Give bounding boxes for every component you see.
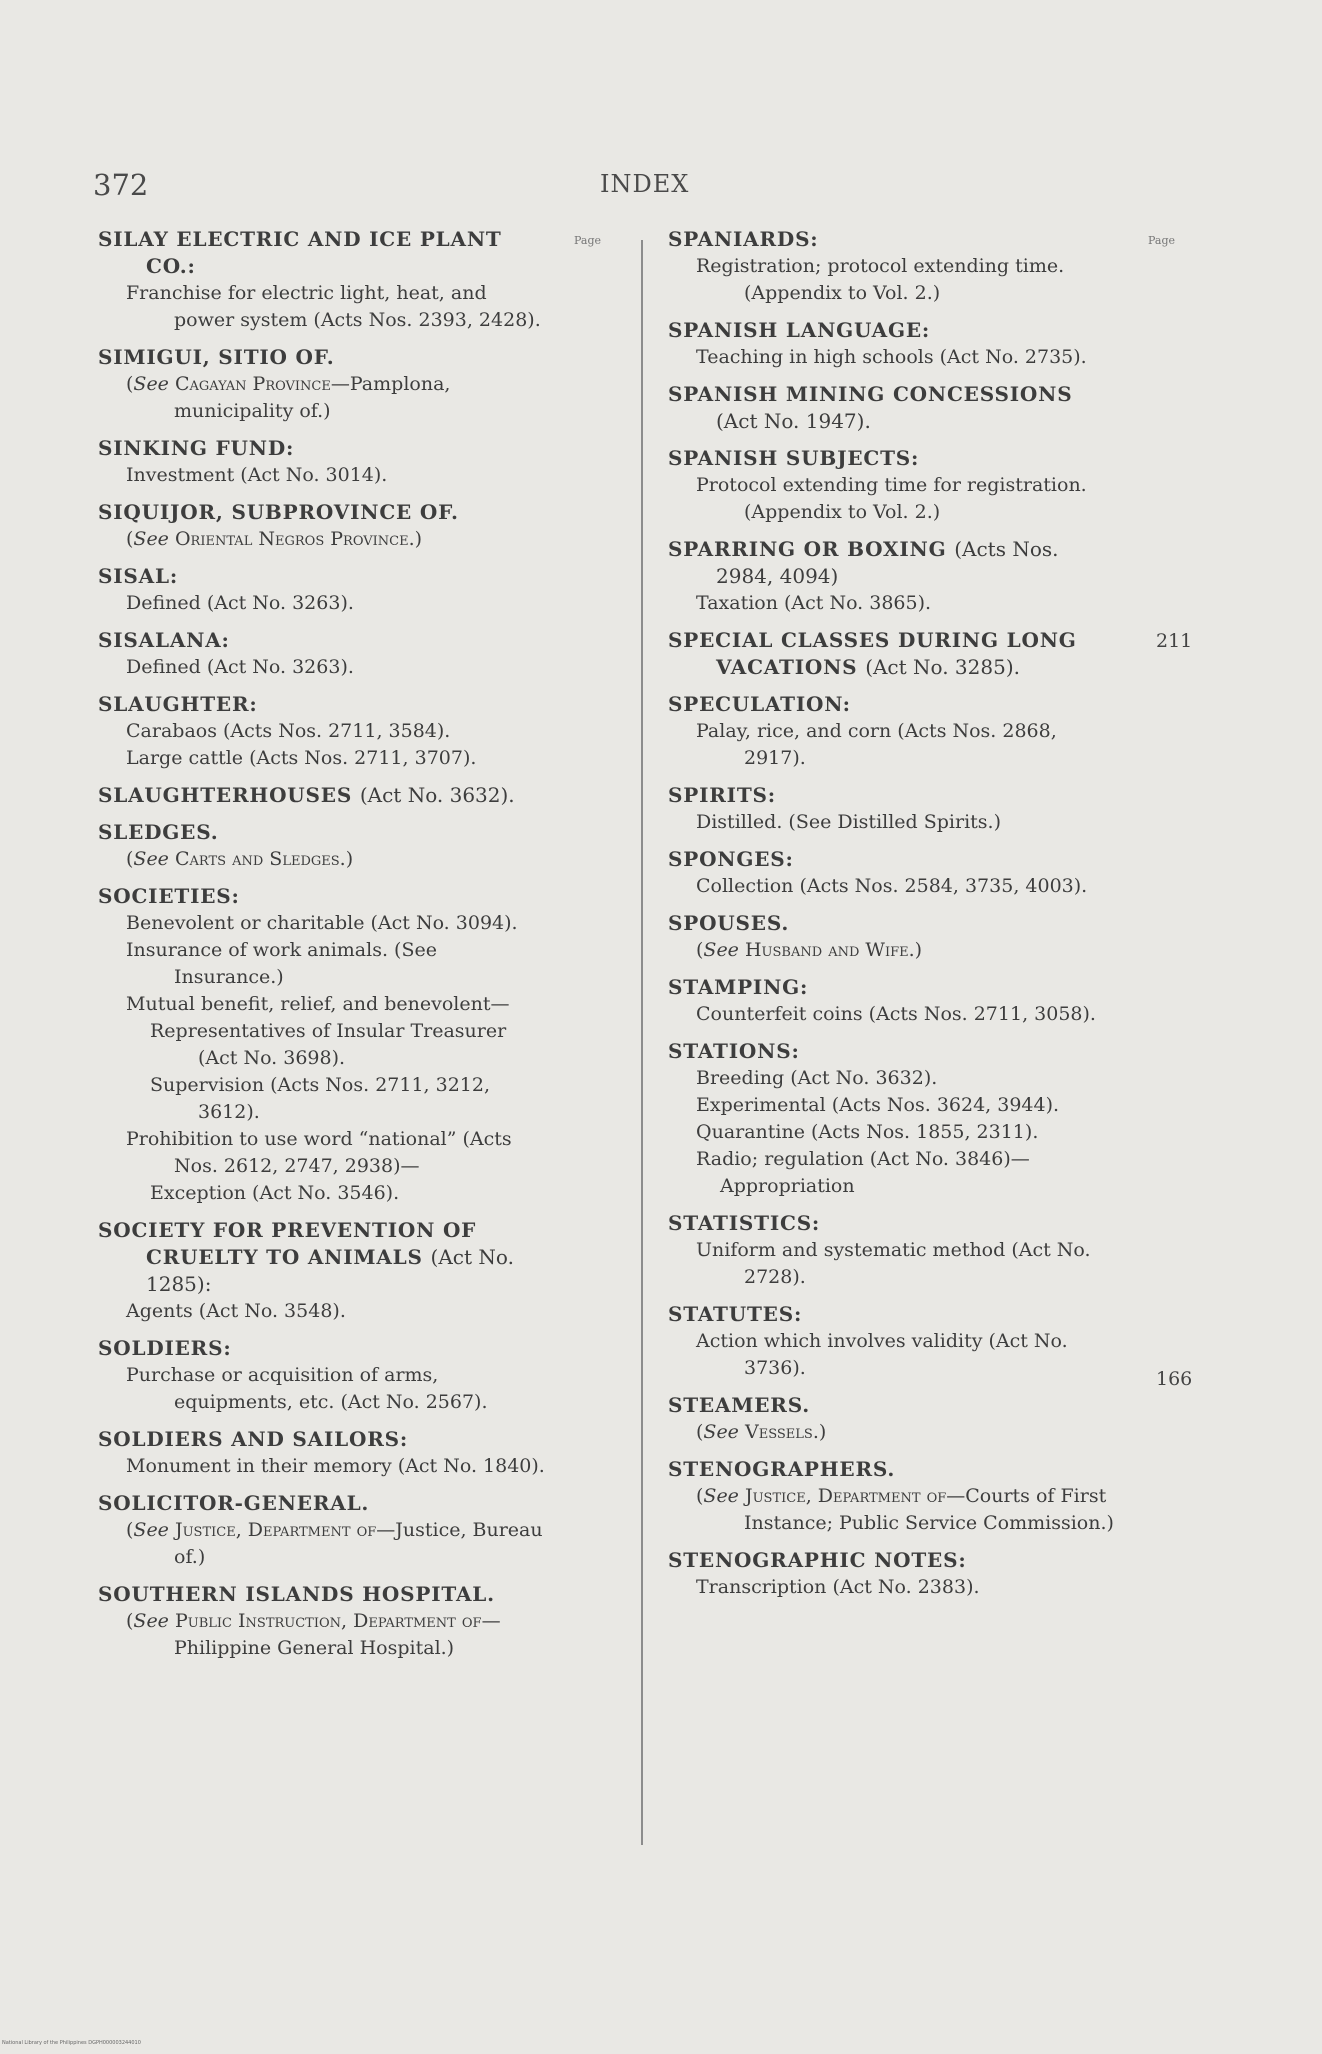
- entry-heading: [98, 499, 546, 526]
- entry-heading: [98, 1217, 546, 1298]
- entry-heading-text: STENOGRAPHERS.: [668, 1457, 896, 1481]
- sub-entry: Taxation (Act No. 3865).: [696, 592, 932, 614]
- page-number: 372: [93, 168, 149, 202]
- entry-heading: [98, 226, 546, 280]
- index-entry: [668, 691, 1120, 772]
- index-entry: [98, 563, 546, 617]
- see-word: See: [703, 939, 739, 961]
- index-entry: [98, 499, 546, 553]
- see-tail: .): [339, 848, 354, 870]
- index-entry: [98, 782, 546, 809]
- entry-heading: [98, 691, 546, 718]
- sub-entry: Breeding (Act No. 3632).: [696, 1067, 938, 1089]
- index-entry: [668, 536, 1120, 617]
- sub-entry: Supervision (Acts Nos. 2711, 3212, 3612).: [150, 1074, 491, 1123]
- see-tail: .): [408, 528, 423, 550]
- sub-entry: Uniform and systematic method (Act No. 2728).: [696, 1239, 1091, 1288]
- index-entry: [98, 819, 546, 873]
- index-entry: [668, 910, 1120, 964]
- entry-heading: [668, 910, 1120, 937]
- entry-heading: [668, 627, 1120, 681]
- entry-heading: [668, 536, 1120, 590]
- entry-heading: [98, 435, 546, 462]
- sub-entry: Large cattle (Acts Nos. 2711, 3707).: [126, 747, 477, 769]
- entry-heading-text: STAMPING:: [668, 975, 809, 999]
- entry-heading-text: STATISTICS:: [668, 1211, 821, 1235]
- entry-heading: [98, 1490, 546, 1517]
- index-entry: [98, 883, 546, 1207]
- entry-heading-text: STATUTES:: [668, 1302, 803, 1326]
- entry-heading-text: SPONGES:: [668, 847, 794, 871]
- index-entry: [668, 1210, 1120, 1291]
- entry-heading-text: SPECIAL CLASSES DURING LONG VACATIONS: [668, 628, 1077, 679]
- entry-heading-text: SINKING FUND:: [98, 436, 295, 460]
- entry-heading: [668, 782, 1120, 809]
- entry-heading: [668, 1547, 1120, 1574]
- index-column-right: [668, 226, 1120, 1611]
- entry-heading: [98, 819, 546, 846]
- page-title: INDEX: [600, 170, 690, 198]
- entry-heading-text: SOLDIERS:: [98, 1336, 232, 1360]
- sub-entry: Representatives of Insular Treasurer (Act No. 3698).: [150, 1020, 507, 1069]
- entry-heading-text: SPANIARDS:: [668, 227, 819, 251]
- see-reference: (See Cagayan Province—Pamplona, municipality of.): [126, 373, 451, 422]
- index-entry: [668, 1456, 1120, 1537]
- see-reference: (See Justice, Department of—Justice, Bureau of.): [126, 1519, 543, 1568]
- sub-entry: Distilled. (See Distilled Spirits.): [696, 811, 1001, 833]
- entry-heading-text: SOUTHERN ISLANDS HOSPITAL.: [98, 1582, 495, 1606]
- see-reference: (See Vessels.): [696, 1421, 827, 1443]
- entry-heading: [98, 883, 546, 910]
- see-word: See: [703, 1485, 739, 1507]
- entry-heading: [98, 563, 546, 590]
- entry-heading-reference: (Act No. 1947).: [716, 409, 871, 433]
- index-column-left: [98, 226, 546, 1672]
- sub-entry: Teaching in high schools (Act No. 2735).: [696, 346, 1087, 368]
- see-word: See: [133, 373, 169, 395]
- sub-entry: Defined (Act No. 3263).: [126, 656, 354, 678]
- entry-heading-text: SISAL:: [98, 564, 179, 588]
- see-reference: (See Public Instruction, Department of—Philippine General Hospital.): [126, 1610, 501, 1659]
- see-reference: (See Carts and Sledges.): [126, 848, 354, 870]
- sub-entry: Prohibition to use word “national” (Acts Nos. 2612, 2747, 2938)—: [126, 1128, 512, 1177]
- index-entry: [668, 445, 1120, 526]
- index-entry: [668, 782, 1120, 836]
- index-entry: [668, 846, 1120, 900]
- entry-heading: [668, 317, 1120, 344]
- sub-entry: Franchise for electric light, heat, and power system (Acts Nos. 2393, 2428).: [126, 282, 541, 331]
- see-word: See: [703, 1421, 739, 1443]
- index-entry: [98, 1581, 546, 1662]
- entry-heading-text: SOLICITOR-GENERAL.: [98, 1491, 370, 1515]
- index-entry: [98, 344, 546, 425]
- see-word: See: [133, 1610, 169, 1632]
- see-tail: .): [812, 1421, 827, 1443]
- index-entry: [668, 226, 1120, 307]
- index-entry: [98, 627, 546, 681]
- see-word: See: [133, 848, 169, 870]
- index-entry: [668, 1038, 1120, 1200]
- see-tail: .): [908, 939, 923, 961]
- see-target: Oriental Negros Province: [174, 528, 409, 550]
- see-target: Justice, Department of: [744, 1485, 947, 1507]
- entry-heading-text: SISALANA:: [98, 628, 230, 652]
- index-entry: [668, 381, 1120, 435]
- entry-heading: [98, 1335, 546, 1362]
- entry-heading-reference: (Act No. 1285):: [146, 1245, 514, 1296]
- entry-heading: [668, 691, 1120, 718]
- index-entry: [98, 1217, 546, 1325]
- entry-heading: [668, 1392, 1120, 1419]
- entry-heading-text: SIQUIJOR, SUBPROVINCE OF.: [98, 500, 459, 524]
- index-entry: [98, 691, 546, 772]
- entry-heading: [98, 344, 546, 371]
- entry-heading-text: SPIRITS:: [668, 783, 776, 807]
- index-entry: [98, 1490, 546, 1571]
- see-tail: —Philippine General Hospital.): [174, 1610, 501, 1659]
- see-tail: —Pamplona, municipality of.): [174, 373, 451, 422]
- see-target: Vessels: [744, 1421, 813, 1443]
- sub-entry: Benevolent or charitable (Act No. 3094).: [126, 912, 518, 934]
- entry-heading: [668, 226, 1120, 253]
- see-target: Public Instruction, Department of: [174, 1610, 482, 1632]
- page-ref-sparring: 211: [1156, 630, 1193, 652]
- see-tail: —Justice, Bureau of.): [174, 1519, 543, 1568]
- sub-entry: Defined (Act No. 3263).: [126, 592, 354, 614]
- entry-heading-text: STATIONS:: [668, 1039, 800, 1063]
- index-entry: [98, 435, 546, 489]
- sub-entry: Radio; regulation (Act No. 3846)—: [696, 1148, 1030, 1170]
- entry-heading-reference: (Act No. 3285).: [865, 655, 1020, 679]
- entry-heading: [668, 846, 1120, 873]
- see-target: Carts and Sledges: [174, 848, 340, 870]
- entry-heading: [98, 627, 546, 654]
- entry-heading-text: SLAUGHTERHOUSES: [98, 783, 353, 807]
- sub-entry: Palay, rice, and corn (Acts Nos. 2868, 2917).: [696, 720, 1057, 769]
- see-reference: (See Justice, Department of—Courts of First Instance; Public Service Commission.): [696, 1485, 1114, 1534]
- entry-heading: [668, 1210, 1120, 1237]
- see-target: Husband and Wife: [744, 939, 909, 961]
- sub-entry: Exception (Act No. 3546).: [150, 1182, 400, 1204]
- see-tail: —Courts of First Instance; Public Service Commission.): [744, 1485, 1114, 1534]
- see-word: See: [133, 1519, 169, 1541]
- index-entry: [668, 627, 1120, 681]
- entry-heading-text: STEAMERS.: [668, 1393, 810, 1417]
- index-entry: [668, 1301, 1120, 1382]
- entry-heading: [98, 1581, 546, 1608]
- index-entry: [98, 226, 546, 334]
- sub-entry: Experimental (Acts Nos. 3624, 3944).: [696, 1094, 1060, 1116]
- sub-entry: Insurance of work animals. (See Insurance.): [126, 939, 437, 988]
- entry-heading-reference: (Act No. 3632).: [359, 783, 515, 807]
- entry-heading-text: SLEDGES.: [98, 820, 219, 844]
- sub-entry: Investment (Act No. 3014).: [126, 464, 388, 486]
- entry-heading: [668, 1301, 1120, 1328]
- see-target: Justice, Department of: [174, 1519, 377, 1541]
- entry-heading: [668, 445, 1120, 472]
- sub-entry: Collection (Acts Nos. 2584, 3735, 4003).: [696, 875, 1088, 897]
- entry-heading: [668, 1456, 1120, 1483]
- sub-entry: Agents (Act No. 3548).: [126, 1300, 346, 1322]
- sub-entry: Mutual benefit, relief, and benevolent—: [126, 993, 510, 1015]
- entry-heading-text: SILAY ELECTRIC AND ICE PLANT CO.:: [98, 227, 502, 278]
- entry-heading-text: SPARRING OR BOXING: [668, 537, 947, 561]
- see-reference: (See Husband and Wife.): [696, 939, 923, 961]
- entry-heading-text: SPECULATION:: [668, 692, 851, 716]
- index-entry: [668, 974, 1120, 1028]
- page-column-label-left: Page: [574, 234, 602, 247]
- index-entry: [668, 1392, 1120, 1446]
- entry-heading-text: SLAUGHTER:: [98, 692, 258, 716]
- footer-credit: National Library of the Philippines DGPH000003244010: [2, 2040, 141, 2046]
- sub-entry: Monument in their memory (Act No. 1840).: [126, 1455, 545, 1477]
- entry-heading-reference: (Acts Nos. 2984, 4094): [716, 537, 1059, 588]
- column-divider: [641, 240, 643, 1845]
- see-target: Cagayan Province: [174, 373, 331, 395]
- entry-heading-text: SPANISH SUBJECTS:: [668, 446, 920, 470]
- page-ref-stations: 166: [1156, 1368, 1193, 1390]
- entry-heading-text: SOCIETY FOR PREVENTION OF CRUELTY TO ANIMALS: [98, 1218, 477, 1269]
- entry-heading-text: SIMIGUI, SITIO OF.: [98, 345, 335, 369]
- entry-heading-text: SPANISH LANGUAGE:: [668, 318, 931, 342]
- sub-entry: Counterfeit coins (Acts Nos. 2711, 3058).: [696, 1003, 1096, 1025]
- entry-heading-text: SOCIETIES:: [98, 884, 240, 908]
- entry-heading: [668, 381, 1120, 435]
- entry-heading-text: SPANISH MINING CONCESSIONS: [668, 382, 1073, 406]
- page-column-label-right: Page: [1148, 234, 1176, 247]
- entry-heading-text: SOLDIERS AND SAILORS:: [98, 1427, 409, 1451]
- sub-entry: Transcription (Act No. 2383).: [696, 1576, 980, 1598]
- entry-heading-text: SPOUSES.: [668, 911, 790, 935]
- sub-entry: Appropriation: [720, 1175, 855, 1197]
- index-entry: [98, 1426, 546, 1480]
- entry-heading-text: STENOGRAPHIC NOTES:: [668, 1548, 967, 1572]
- see-reference: (See Oriental Negros Province.): [126, 528, 423, 550]
- see-word: See: [133, 528, 169, 550]
- index-entry: [98, 1335, 546, 1416]
- sub-entry: Quarantine (Acts Nos. 1855, 2311).: [696, 1121, 1039, 1143]
- sub-entry: Carabaos (Acts Nos. 2711, 3584).: [126, 720, 451, 742]
- entry-heading: [668, 974, 1120, 1001]
- entry-heading: [98, 1426, 546, 1453]
- index-entry: [668, 317, 1120, 371]
- sub-entry: Protocol extending time for registration. (Appendix to Vol. 2.): [696, 474, 1087, 523]
- entry-heading: [98, 782, 546, 809]
- sub-entry: Registration; protocol extending time. (Appendix to Vol. 2.): [696, 255, 1065, 304]
- sub-entry: Purchase or acquisition of arms, equipments, etc. (Act No. 2567).: [126, 1364, 488, 1413]
- entry-heading: [668, 1038, 1120, 1065]
- index-entry: [668, 1547, 1120, 1601]
- sub-entry: Action which involves validity (Act No. 3736).: [696, 1330, 1068, 1379]
